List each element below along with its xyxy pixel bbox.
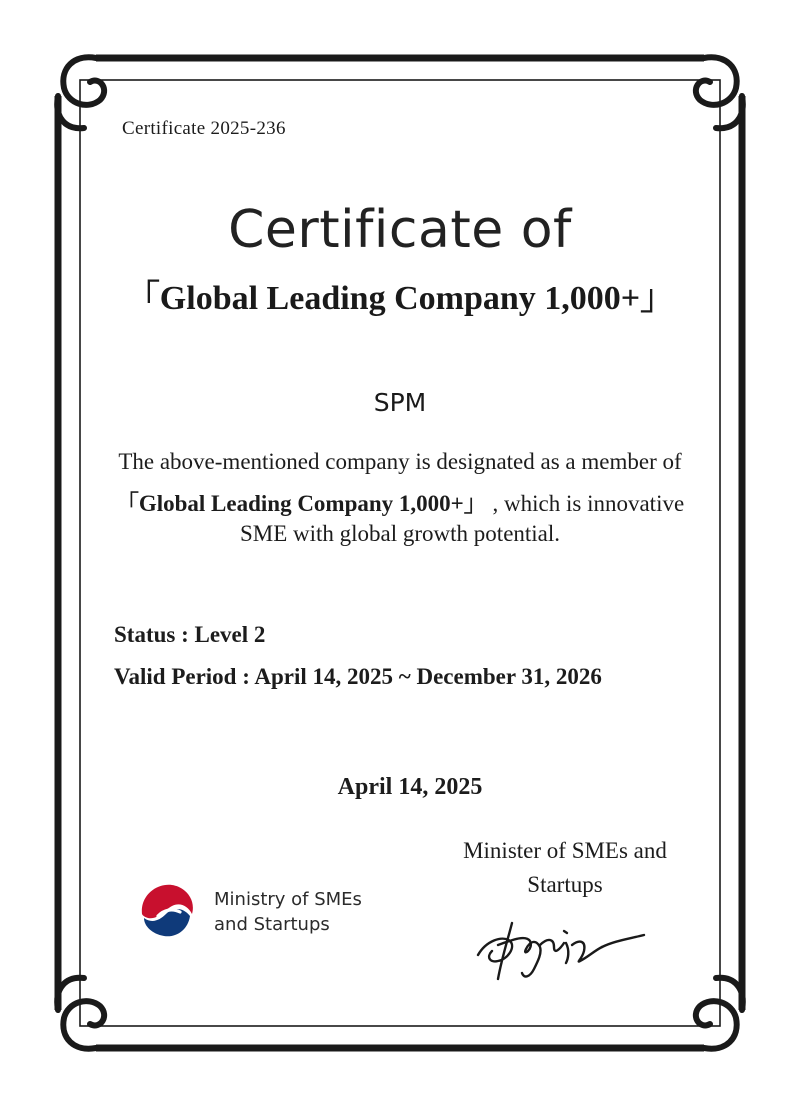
issuer-title — [420, 834, 710, 902]
ministry-logo-text — [214, 887, 362, 937]
valid-period: Valid Period : April 14, 2025 ~ December 31, 2026 — [114, 664, 602, 689]
certificate-number: Certificate 2025-236 — [122, 118, 286, 139]
issue-date: April 14, 2025 — [337, 774, 483, 800]
issuer-title-line1: Minister of SMEs and — [463, 838, 667, 863]
program-name-inline: 「Global Leading Company 1,000+」 — [115, 491, 487, 516]
ministry-name-line2: and Startups — [214, 914, 330, 935]
handwritten-signature-icon — [468, 905, 658, 985]
designation-text-line2-rest: , which is innovative — [486, 491, 685, 516]
designation-text-line3: SME with global growth potential. — [239, 521, 561, 546]
ministry-name-line1: Ministry of SMEs — [214, 889, 362, 910]
certificate-title: Certificate of — [228, 200, 572, 260]
status-level: Status : Level 2 — [114, 622, 266, 647]
issuer-title-line2: Startups — [527, 872, 603, 897]
designation-text-line2 — [0, 485, 800, 518]
program-title: 「Global Leading Company 1,000+」 — [125, 280, 675, 317]
designation-text-line1: The above-mentioned company is designated as a member of — [118, 449, 682, 474]
taegeuk-emblem-icon — [138, 880, 198, 940]
company-name: SPM — [373, 388, 427, 417]
